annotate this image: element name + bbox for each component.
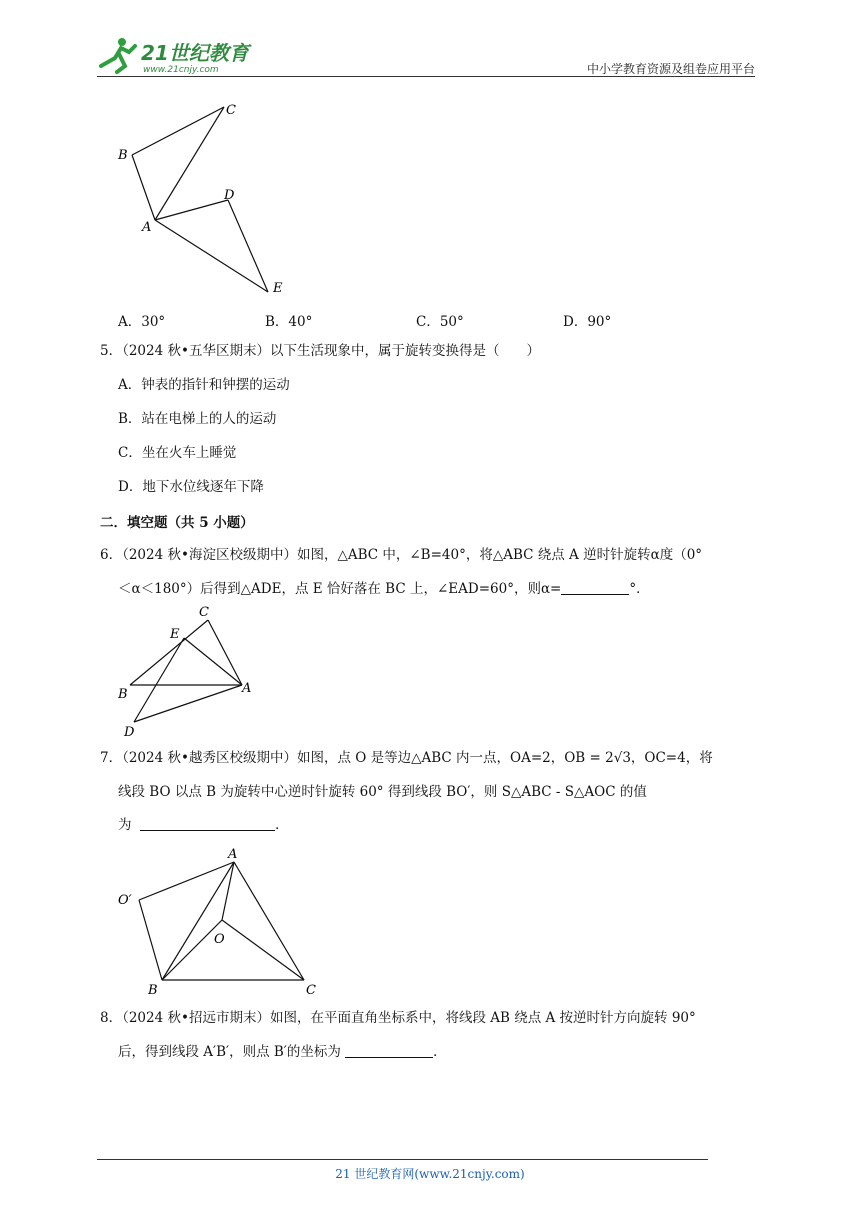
q4-option-b: B．40° bbox=[265, 314, 313, 330]
q7-label-c: C bbox=[306, 983, 316, 998]
figure-q7 bbox=[112, 842, 322, 1002]
q7-label-b: B bbox=[148, 983, 158, 998]
q6-label-d: D bbox=[124, 725, 135, 740]
site-logo bbox=[95, 36, 260, 76]
q7-line3-text: 为 bbox=[118, 817, 132, 833]
q8-line1: 8．（2024 秋•招远市期末）如图，在平面直角坐标系中，将线段 AB 绕点 A 按逆时针方向旋转 90° bbox=[100, 1010, 696, 1026]
q7-label-o: O bbox=[214, 932, 225, 947]
q8-line2-text: 后，得到线段 A′B′，则点 B′的坐标为 bbox=[118, 1044, 341, 1060]
label-d: D bbox=[224, 188, 235, 203]
figure-q4 bbox=[100, 95, 310, 305]
q6-line1: 6．（2024 秋•海淀区校级期中）如图，△ABC 中，∠B=40°，将△ABC 绕点 A 逆时针旋转α度（0° bbox=[100, 547, 703, 563]
q6-answer-blank[interactable] bbox=[561, 580, 629, 595]
section-title: 二．填空题（共 5 小题） bbox=[100, 515, 254, 531]
q7-label-o-prime: O′ bbox=[118, 893, 132, 908]
label-c: C bbox=[226, 103, 236, 118]
logo-text: 21世纪教育 bbox=[141, 41, 249, 65]
q7-label-a: A bbox=[228, 847, 238, 862]
q6-line2 bbox=[118, 579, 650, 599]
q5-stem: 5．（2024 秋•五华区期末）以下生活现象中，属于旋转变换得是（ ） bbox=[100, 343, 540, 359]
logo-url: www.21cnjy.com bbox=[143, 65, 219, 75]
q8-line2 bbox=[118, 1042, 447, 1062]
q8-line2-end: ． bbox=[433, 1044, 447, 1060]
q4-option-c: C．50° bbox=[416, 314, 464, 330]
runner-icon bbox=[101, 38, 135, 72]
q7-line3 bbox=[118, 815, 289, 835]
q5-option-d: D．地下水位线逐年下降 bbox=[118, 479, 264, 495]
label-a: A bbox=[142, 220, 152, 235]
q4-option-a: A．30° bbox=[118, 314, 166, 330]
q4-option-d: D．90° bbox=[563, 314, 612, 330]
header-platform-name: 中小学教育资源及组卷应用平台 bbox=[586, 62, 755, 76]
q7-line2: 线段 BO 以点 B 为旋转中心逆时针旋转 60° 得到线段 BO′，则 S△ABC - S△AOC 的值 bbox=[118, 784, 647, 800]
label-e: E bbox=[273, 281, 283, 296]
q6-label-a: A bbox=[242, 681, 252, 696]
q6-line2-text: ＜α＜180°）后得到△ADE，点 E 恰好落在 BC 上，∠EAD=60°，则α= bbox=[118, 581, 562, 597]
q5-option-b: B．站在电梯上的人的运动 bbox=[118, 411, 277, 427]
q6-label-b: B bbox=[118, 687, 128, 702]
footer-link[interactable]: 21 世纪教育网(www.21cnjy.com) bbox=[335, 1167, 525, 1181]
q6-line2-end: °． bbox=[629, 581, 650, 597]
q6-label-c: C bbox=[199, 605, 209, 620]
label-b: B bbox=[118, 148, 128, 163]
footer-divider bbox=[97, 1159, 708, 1160]
q7-answer-blank[interactable] bbox=[140, 816, 275, 831]
q8-answer-blank[interactable] bbox=[345, 1043, 433, 1058]
q5-option-c: C．坐在火车上睡觉 bbox=[118, 445, 237, 461]
q7-line3-end: ． bbox=[275, 817, 289, 833]
figure-q6 bbox=[112, 600, 272, 740]
header-divider bbox=[97, 76, 755, 77]
q5-option-a: A．钟表的指针和钟摆的运动 bbox=[118, 377, 290, 393]
q7-line1: 7．（2024 秋•越秀区校级期中）如图，点 O 是等边△ABC 内一点，OA=2，OB = 2√3，OC=4，将 bbox=[100, 750, 713, 766]
q6-label-e: E bbox=[170, 627, 180, 642]
